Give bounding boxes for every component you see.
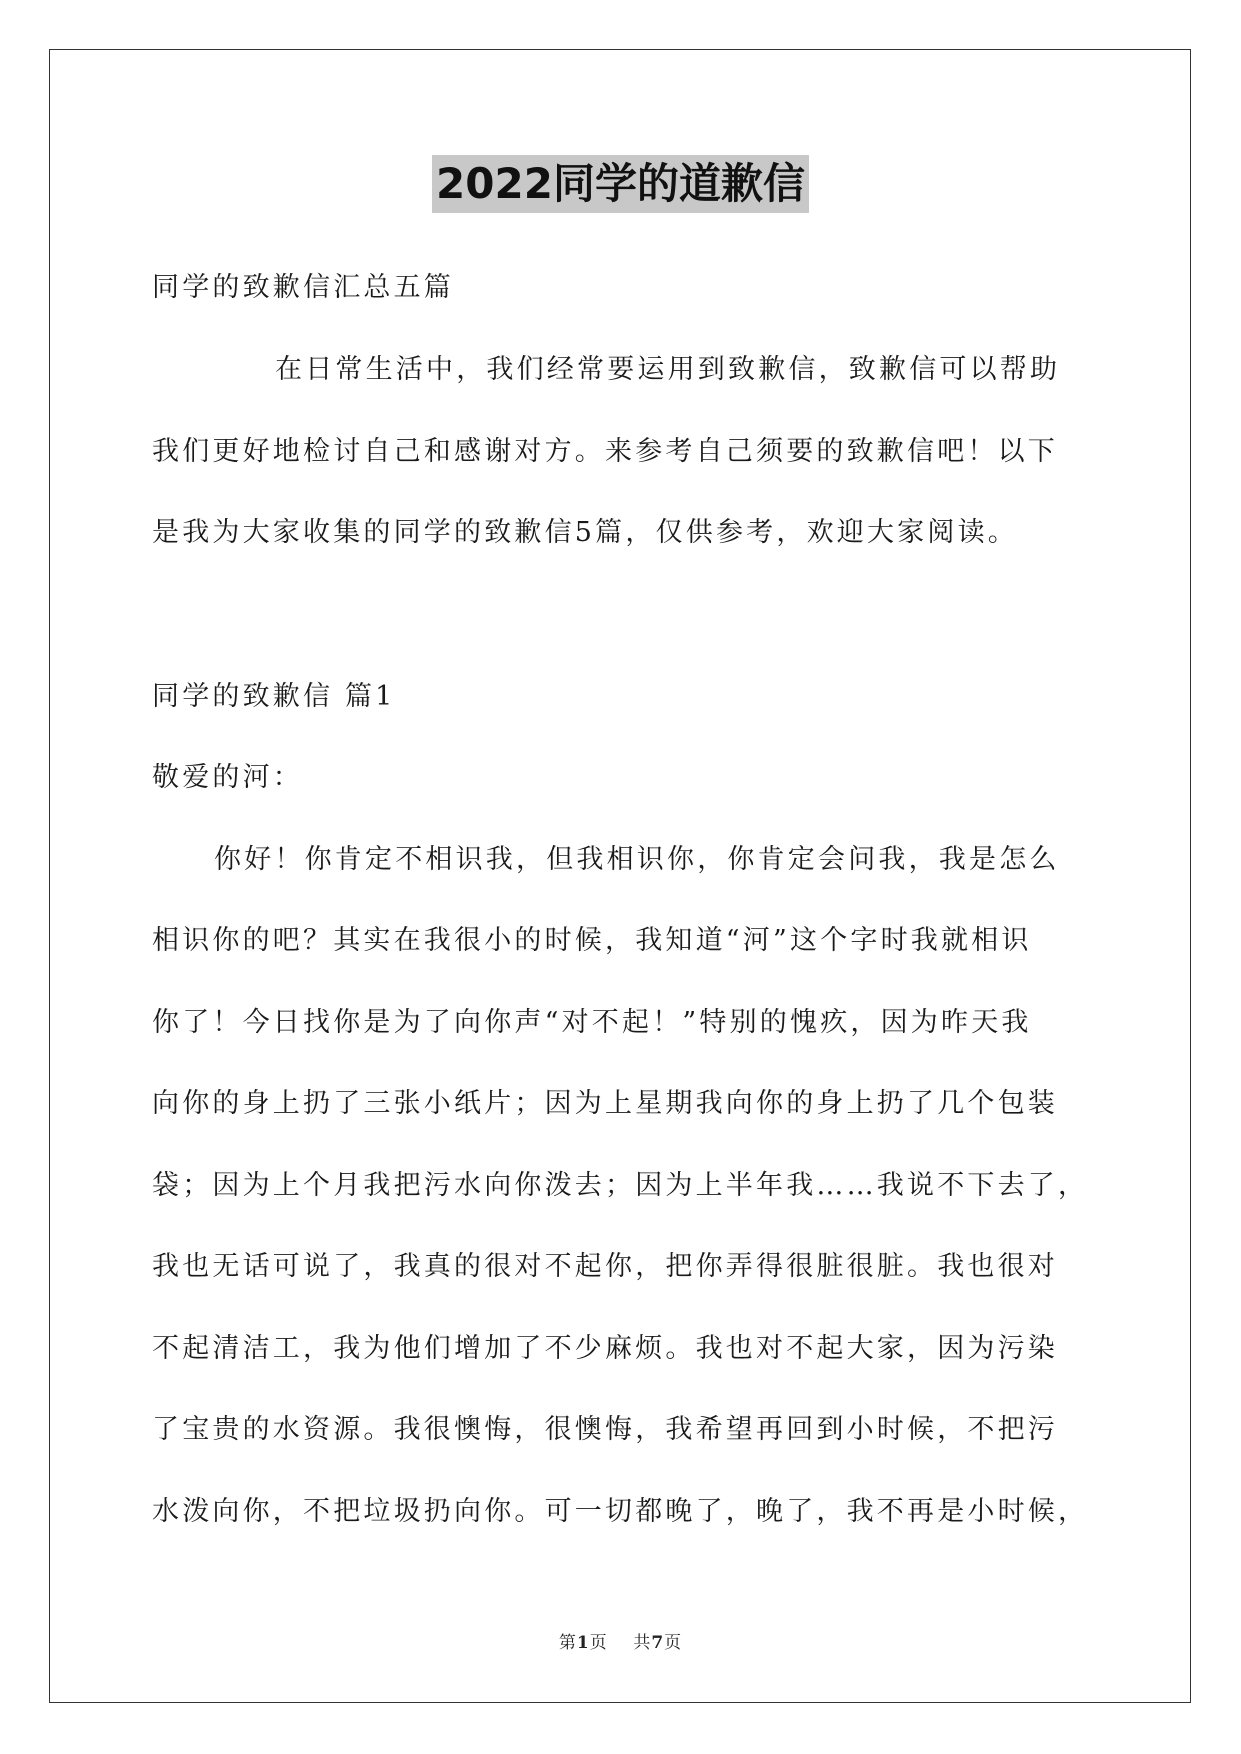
intro-line: 是我为大家收集的同学的致歉信5篇，仅供参考，欢迎大家阅读。 [152,517,1018,548]
body-line: 了宝贵的水资源。我很懊悔，很懊悔，我希望再回到小时候，不把污 [152,1414,1058,1445]
body-line: 袋；因为上个月我把污水向你泼去；因为上半年我……我说不下去了， [152,1170,1089,1201]
intro-line: 我们更好地检讨自己和感谢对方。来参考自己须要的致歉信吧！以下 [152,436,1058,467]
body-line: 不起清洁工，我为他们增加了不少麻烦。我也对不起大家，因为污染 [152,1333,1058,1364]
footer-page-prefix: 第 [558,1633,577,1653]
footer-total-suffix: 页 [664,1633,683,1653]
body-line: 你了！今日找你是为了向你声“对不起！”特别的愧疚，因为昨天我 [152,1007,1032,1038]
body-line: 水泼向你，不把垃圾扔向你。可一切都晚了，晚了，我不再是小时候， [152,1496,1089,1527]
footer-total-prefix: 共 [633,1633,652,1653]
intro-line: 在日常生活中，我们经常要运用到致歉信，致歉信可以帮助 [275,354,1061,385]
footer-page-current: 1 [576,1633,590,1653]
document-subtitle: 同学的致歉信汇总五篇 [152,272,454,303]
title-container [0,155,1241,213]
body-line: 相识你的吧？其实在我很小的时候，我知道“河”这个字时我就相识 [152,925,1032,956]
section-heading: 同学的致歉信 篇1 [152,681,396,712]
document-title: 2022同学的道歉信 [432,155,809,213]
footer-page-suffix: 页 [589,1633,608,1653]
footer-page-total: 7 [651,1633,665,1653]
page-footer [0,1628,1241,1653]
body-line: 你好！你肯定不相识我，但我相识你，你肯定会问我，我是怎么 [214,844,1060,875]
body-line: 向你的身上扔了三张小纸片；因为上星期我向你的身上扔了几个包装 [152,1088,1058,1119]
body-line: 我也无话可说了，我真的很对不起你，把你弄得很脏很脏。我也很对 [152,1251,1058,1282]
salutation: 敬爱的河： [152,762,303,793]
